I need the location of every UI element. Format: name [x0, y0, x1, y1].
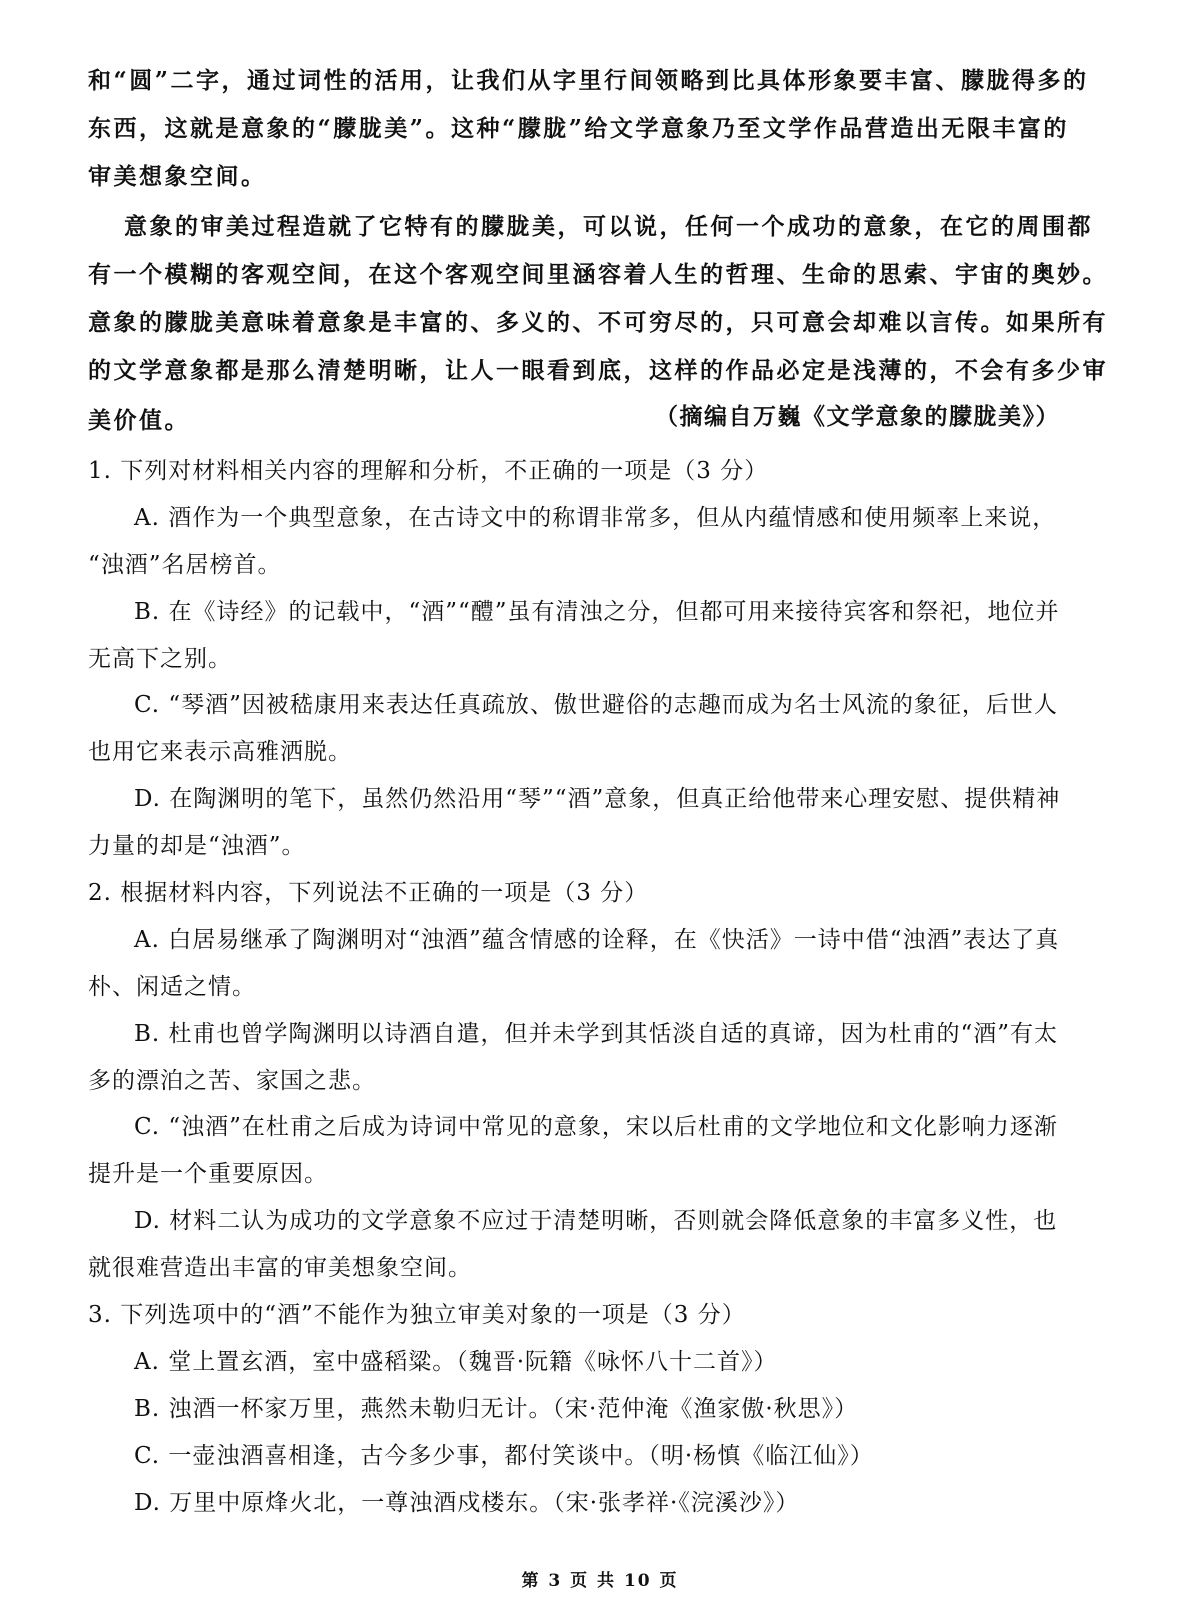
option-line: A. 堂上置玄酒，室中盛稻粱。（魏晋·阮籍《咏怀八十二首》） — [134, 1349, 778, 1375]
option-line: D. 材料二认为成功的文学意象不应过于清楚明晰，否则就会降低意象的丰富多义性，也 — [134, 1208, 1058, 1234]
option-line: C. “浊酒”在杜甫之后成为诗词中常见的意象，宋以后杜甫的文学地位和文化影响力逐渐 — [134, 1114, 1058, 1140]
option-line: 就很难营造出丰富的审美想象空间。 — [88, 1255, 472, 1281]
question-stem: 1. 下列对材料相关内容的理解和分析，不正确的一项是（3 分） — [88, 458, 769, 484]
option-line: 提升是一个重要原因。 — [88, 1161, 328, 1187]
option-line: “浊酒”名居榜首。 — [88, 552, 282, 578]
passage-line: 意象的审美过程造就了它特有的朦胧美，可以说，任何一个成功的意象，在它的周围都 — [124, 213, 1093, 240]
option-line: 多的漂泊之苦、家国之悲。 — [88, 1068, 376, 1094]
question-stem: 3. 下列选项中的“酒”不能作为独立审美对象的一项是（3 分） — [88, 1302, 746, 1328]
option-line: C. 一壶浊酒喜相逢，古今多少事，都付笑谈中。（明·杨慎《临江仙》） — [134, 1443, 874, 1469]
option-line: C. “琴酒”因被嵇康用来表达任真疏放、傲世避俗的志趣而成为名士风流的象征，后世人 — [134, 692, 1058, 718]
passage-source: （摘编自万巍《文学意象的朦胧美》） — [655, 403, 1060, 430]
option-line: 力量的却是“浊酒”。 — [88, 833, 306, 859]
option-line: B. 杜甫也曾学陶渊明以诗酒自遣，但并未学到其恬淡自适的真谛，因为杜甫的“酒”有太 — [134, 1021, 1059, 1047]
passage-line: 有一个模糊的客观空间，在这个客观空间里涵容着人生的哲理、生命的思索、宇宙的奥妙。 — [88, 261, 1108, 288]
option-line: D. 万里中原烽火北，一尊浊酒戍楼东。（宋·张孝祥·《浣溪沙》） — [134, 1490, 800, 1516]
option-line: 朴、闲适之情。 — [88, 974, 256, 1000]
passage-line: 意象的朦胧美意味着意象是丰富的、多义的、不可穷尽的，只可意会却难以言传。如果所有 — [88, 309, 1108, 336]
question-stem: 2. 根据材料内容，下列说法不正确的一项是（3 分） — [88, 880, 649, 906]
page-footer: 第 3 页 共 10 页 — [521, 1571, 679, 1591]
passage-line: 美价值。 — [88, 407, 190, 434]
passage-line: 东西，这就是意象的“朦胧美”。这种“朦胧”给文学意象乃至文学作品营造出无限丰富的 — [88, 115, 1069, 142]
option-line: A. 白居易继承了陶渊明对“浊酒”蕴含情感的诠释，在《快活》一诗中借“浊酒”表达了真 — [134, 927, 1060, 953]
option-line: A. 酒作为一个典型意象，在古诗文中的称谓非常多，但从内蕴情感和使用频率上来说， — [134, 505, 1057, 531]
passage-line: 和“圆”二字，通过词性的活用，让我们从字里行间领略到比具体形象要丰富、朦胧得多的 — [88, 67, 1089, 94]
option-line: 也用它来表示高雅洒脱。 — [88, 739, 352, 765]
option-line: B. 浊酒一杯家万里，燕然未勒归无计。（宋·范仲淹《渔家傲·秋思》） — [134, 1396, 859, 1422]
option-line: D. 在陶渊明的笔下，虽然仍然沿用“琴”“酒”意象，但真正给他带来心理安慰、提供精神 — [134, 786, 1061, 812]
passage-line: 审美想象空间。 — [88, 163, 267, 190]
passage-line: 的文学意象都是那么清楚明晰，让人一眼看到底，这样的作品必定是浅薄的，不会有多少审 — [88, 357, 1108, 384]
option-line: 无高下之别。 — [88, 646, 232, 672]
option-line: B. 在《诗经》的记载中，“酒”“醴”虽有清浊之分，但都可用来接待宾客和祭祀，地位并 — [134, 599, 1060, 625]
